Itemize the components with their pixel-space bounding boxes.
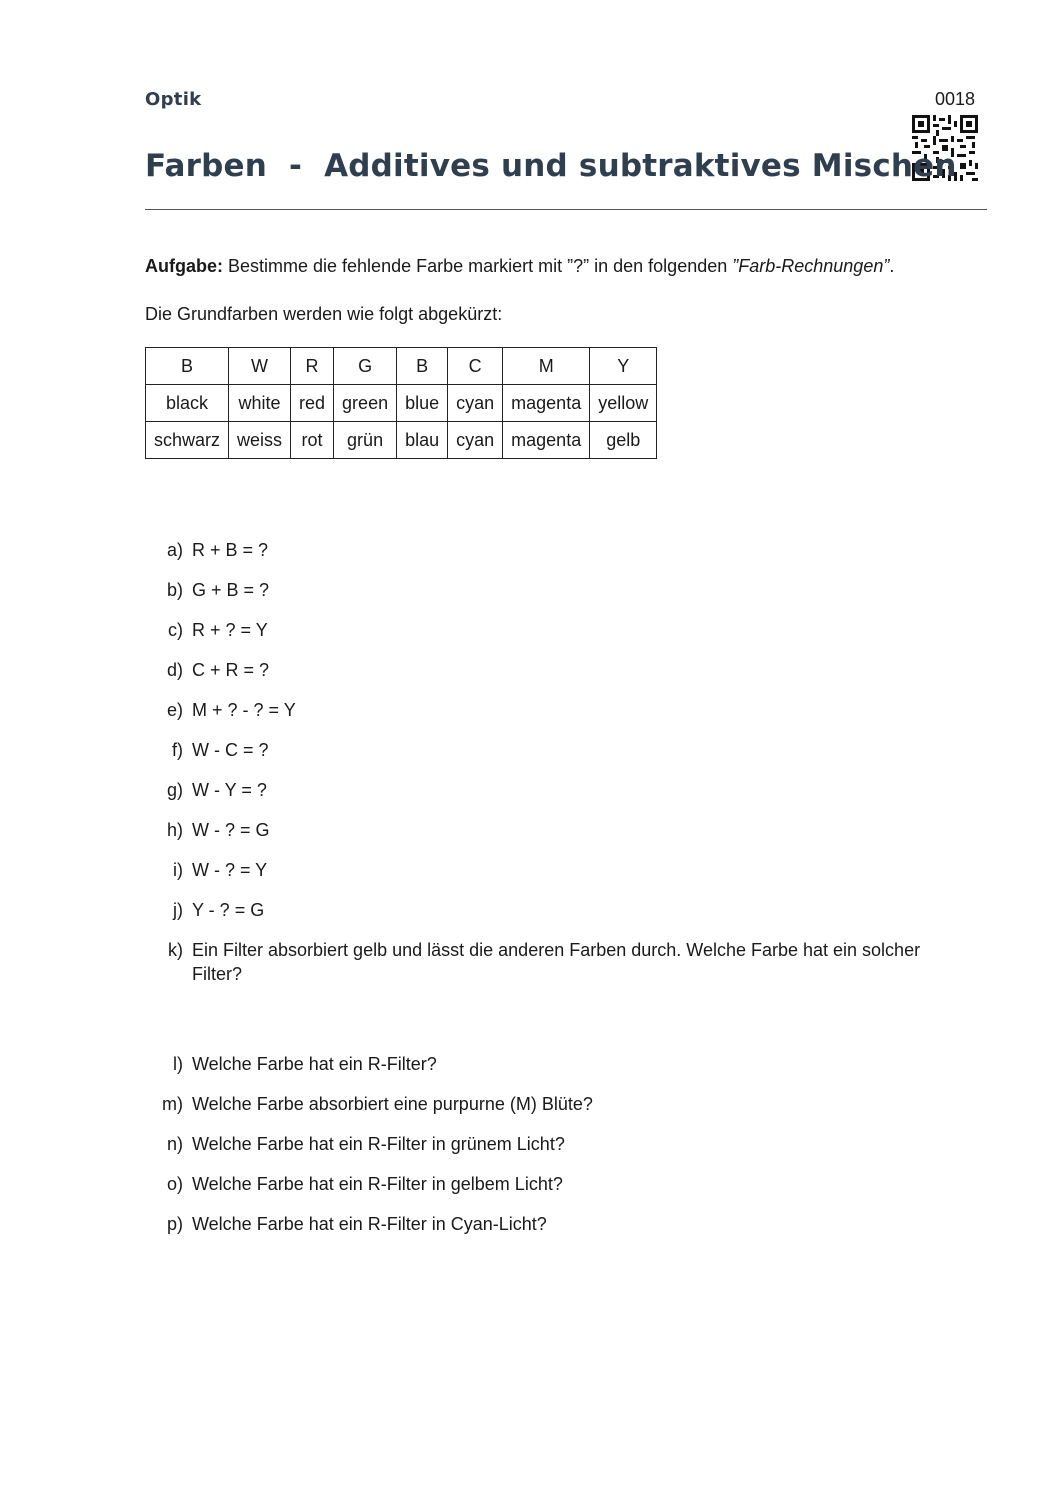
exercise-text: W - ? = G [192, 820, 270, 840]
table-row-english [146, 385, 657, 422]
list-item [145, 1212, 965, 1236]
table-cell: magenta [503, 422, 590, 459]
list-item [145, 778, 965, 802]
exercise-label: h) [166, 820, 183, 840]
table-row-german [146, 422, 657, 459]
exercise-text: W - C = ? [192, 740, 269, 760]
exercise-text: Y - ? = G [192, 900, 265, 920]
exercise-text: W - Y = ? [192, 780, 267, 800]
exercise-text: M + ? - ? = Y [192, 700, 296, 720]
table-cell: black [146, 385, 229, 422]
exercise-text: G + B = ? [192, 580, 270, 600]
exercise-text: Welche Farbe hat ein R-Filter? [192, 1054, 437, 1074]
table-cell: Y [590, 348, 657, 385]
table-cell: magenta [503, 385, 590, 422]
exercise-text: R + ? = Y [192, 620, 268, 640]
table-cell: cyan [448, 422, 503, 459]
table-cell: G [334, 348, 397, 385]
exercise-label: n) [166, 1134, 183, 1154]
table-cell: C [448, 348, 503, 385]
list-item [145, 538, 965, 562]
table-cell: weiss [229, 422, 291, 459]
table-cell: B [397, 348, 448, 385]
table-cell: cyan [448, 385, 503, 422]
exercise-label: o) [166, 1174, 183, 1194]
list-item [145, 578, 965, 602]
exercise-text: Welche Farbe absorbiert eine purpurne (M) Blüte? [192, 1094, 593, 1114]
table-cell: green [334, 385, 397, 422]
task-label: Aufgabe: [145, 256, 223, 276]
list-item [145, 1172, 965, 1196]
table-cell: white [229, 385, 291, 422]
exercise-text: Welche Farbe hat ein R-Filter in Cyan-Licht? [192, 1214, 547, 1234]
exercise-label: p) [166, 1214, 183, 1234]
table-cell: rot [291, 422, 334, 459]
table-cell: R [291, 348, 334, 385]
page-title: Farben - Additives und subtraktives Mischen [145, 148, 957, 184]
exercise-text: Ein Filter absorbiert gelb und lässt die anderen Farben durch. Welche Farbe hat ein solcher Filter? [192, 940, 921, 984]
table-cell: blau [397, 422, 448, 459]
exercise-label: c) [168, 620, 183, 640]
table-cell: W [229, 348, 291, 385]
exercise-text: Welche Farbe hat ein R-Filter in grünem Licht? [192, 1134, 565, 1154]
table-cell: B [146, 348, 229, 385]
table-row-codes [146, 348, 657, 385]
task-emphasis: ”Farb-Rechnungen” [732, 256, 890, 276]
exercise-label: d) [166, 660, 183, 680]
document-number: 0018 [934, 89, 975, 109]
table-cell: blue [397, 385, 448, 422]
abbreviation-intro: Die Grundfarben werden wie folgt abgekürzt: [145, 304, 503, 324]
exercise-label: l) [173, 1054, 183, 1074]
list-item [145, 1132, 965, 1156]
table-cell: M [503, 348, 590, 385]
subject-label: Optik [145, 89, 202, 110]
table-cell: grün [334, 422, 397, 459]
list-item [145, 1052, 965, 1076]
list-item [145, 1092, 965, 1116]
exercise-label: a) [166, 540, 183, 560]
exercise-text: Welche Farbe hat ein R-Filter in gelbem Licht? [192, 1174, 563, 1194]
exercise-label: m) [162, 1094, 183, 1114]
list-item [145, 698, 965, 722]
list-item [145, 618, 965, 642]
task-end: . [889, 256, 895, 276]
table-cell: yellow [590, 385, 657, 422]
exercise-label: b) [166, 580, 183, 600]
exercise-label: k) [168, 940, 183, 960]
list-item [145, 738, 965, 762]
exercise-label: f) [172, 740, 183, 760]
exercise-text: W - ? = Y [192, 860, 268, 880]
exercise-text: R + B = ? [192, 540, 269, 560]
table-cell: schwarz [146, 422, 229, 459]
exercise-label: i) [173, 860, 183, 880]
list-item [145, 938, 965, 986]
task-text: Bestimme die fehlende Farbe markiert mit ”?” in den folgenden [223, 256, 733, 276]
exercise-label: e) [166, 700, 183, 720]
exercise-label: j) [173, 900, 183, 920]
exercise-label: g) [166, 780, 183, 800]
exercise-text: C + R = ? [192, 660, 270, 680]
list-item [145, 658, 965, 682]
list-item [145, 858, 965, 882]
color-abbreviation-table [145, 347, 657, 459]
table-cell: gelb [590, 422, 657, 459]
list-item [145, 818, 965, 842]
task-instruction [145, 256, 894, 277]
table-cell: red [291, 385, 334, 422]
list-item [145, 898, 965, 922]
title-divider [145, 209, 987, 210]
